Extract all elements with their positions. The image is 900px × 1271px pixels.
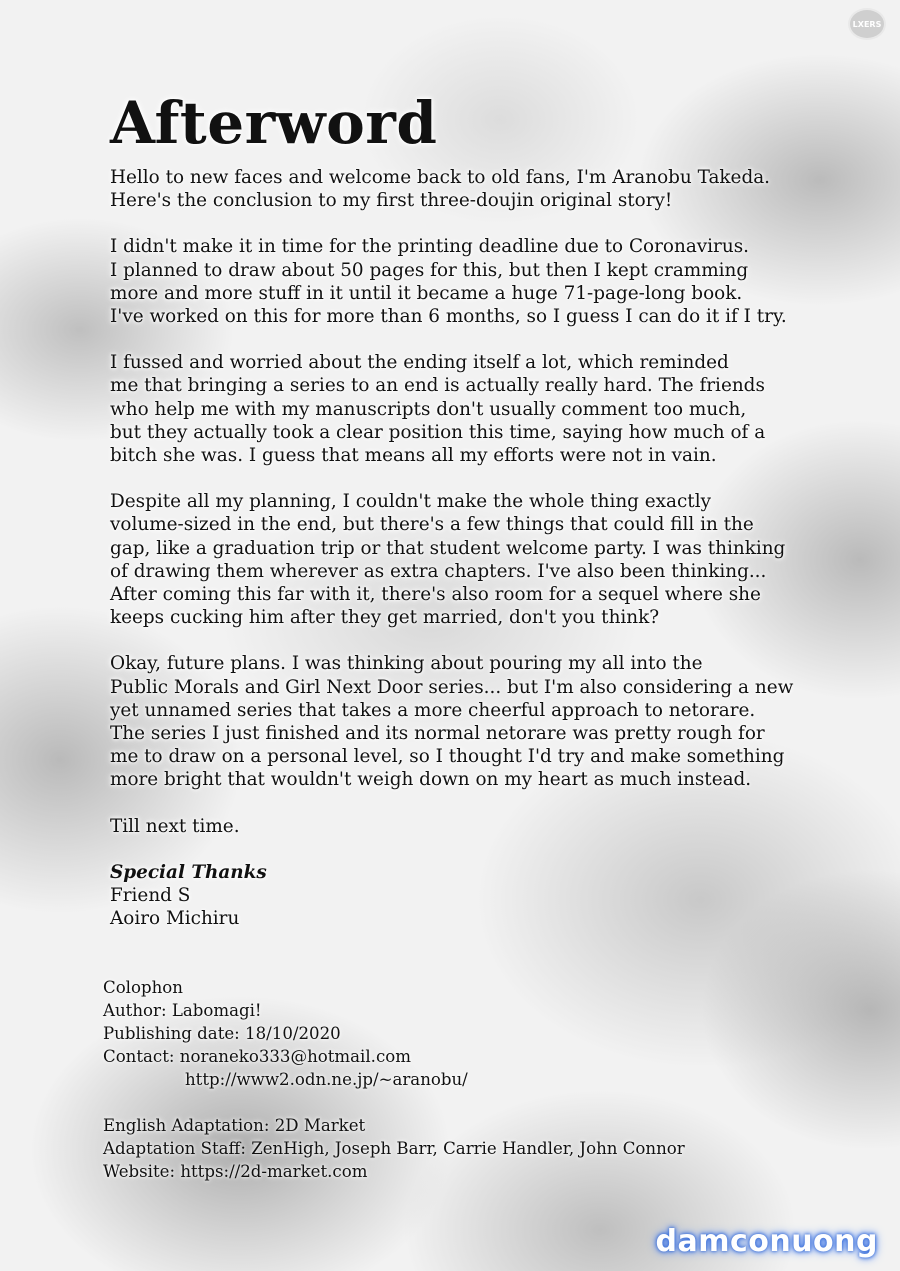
special-thanks-heading: Special Thanks xyxy=(110,861,267,883)
paragraph-future-plans: Okay, future plans. I was thinking about pouring my all into the Public Morals and Girl Next Door series... but I'm also considering a new yet unnamed series that takes a more cheerful approach to netorare. The series I just finished and its normal netorare was pretty rough for me to draw on a personal level, so I thought I'd try and make something more bright that wouldn't weigh down on my heart as much instead. xyxy=(110,653,794,791)
page-title: Afterword xyxy=(110,89,438,157)
spacer xyxy=(103,1091,823,1114)
colophon-staff: Adaptation Staff: ZenHigh, Joseph Barr, Carrie Handler, John Connor xyxy=(103,1139,685,1158)
colophon-author: Author: Labomagi! xyxy=(103,1001,262,1020)
colophon-date: Publishing date: 18/10/2020 xyxy=(103,1024,341,1043)
scanlator-badge: LXERS xyxy=(848,8,886,40)
paragraph-ending: I fussed and worried about the ending itself a lot, which reminded me that bringing a series to an end is actually really hard. The friends who help me with my manuscripts don't usually comment too much, but they actually took a clear position this time, saying how much of a bitch she was. I guess that means all my efforts were not in vain. xyxy=(110,352,766,467)
paragraph-intro: Hello to new faces and welcome back to old fans, I'm Aranobu Takeda. Here's the conclusion to my first three-doujin original story! xyxy=(110,167,771,212)
colophon-website: Website: https://2d-market.com xyxy=(103,1162,368,1181)
colophon-heading: Colophon xyxy=(103,978,183,997)
colophon-adaptation: English Adaptation: 2D Market xyxy=(103,1116,366,1135)
paragraph-deadline: I didn't make it in time for the printing deadline due to Coronavirus. I planned to draw about 50 pages for this, but then I kept cramming more and more stuff in it until it became a huge 71-page-long book. I've worked on this for more than 6 months, so I guess I can do it if I try. xyxy=(110,236,787,328)
special-thanks xyxy=(110,861,810,931)
colophon xyxy=(103,976,823,1183)
afterword-body xyxy=(110,88,810,930)
colophon-contact: Contact: noraneko333@hotmail.com xyxy=(103,1047,411,1066)
watermark: damconuong xyxy=(655,1224,878,1259)
thanks-name: Aoiro Michiru xyxy=(110,908,240,930)
colophon-contact-url: http://www2.odn.ne.jp/~aranobu/ xyxy=(185,1070,468,1089)
paragraph-closing: Till next time. xyxy=(110,815,240,837)
paragraph-planning: Despite all my planning, I couldn't make the whole thing exactly volume-sized in the end, but there's a few things that could fill in the gap, like a graduation trip or that student welcome party. I was thinking of drawing them wherever as extra chapters. I've also been thinking... After coming this far with it, there's also room for a sequel where she keeps cucking him after they get married, don't you think? xyxy=(110,491,786,629)
thanks-name: Friend S xyxy=(110,885,191,907)
